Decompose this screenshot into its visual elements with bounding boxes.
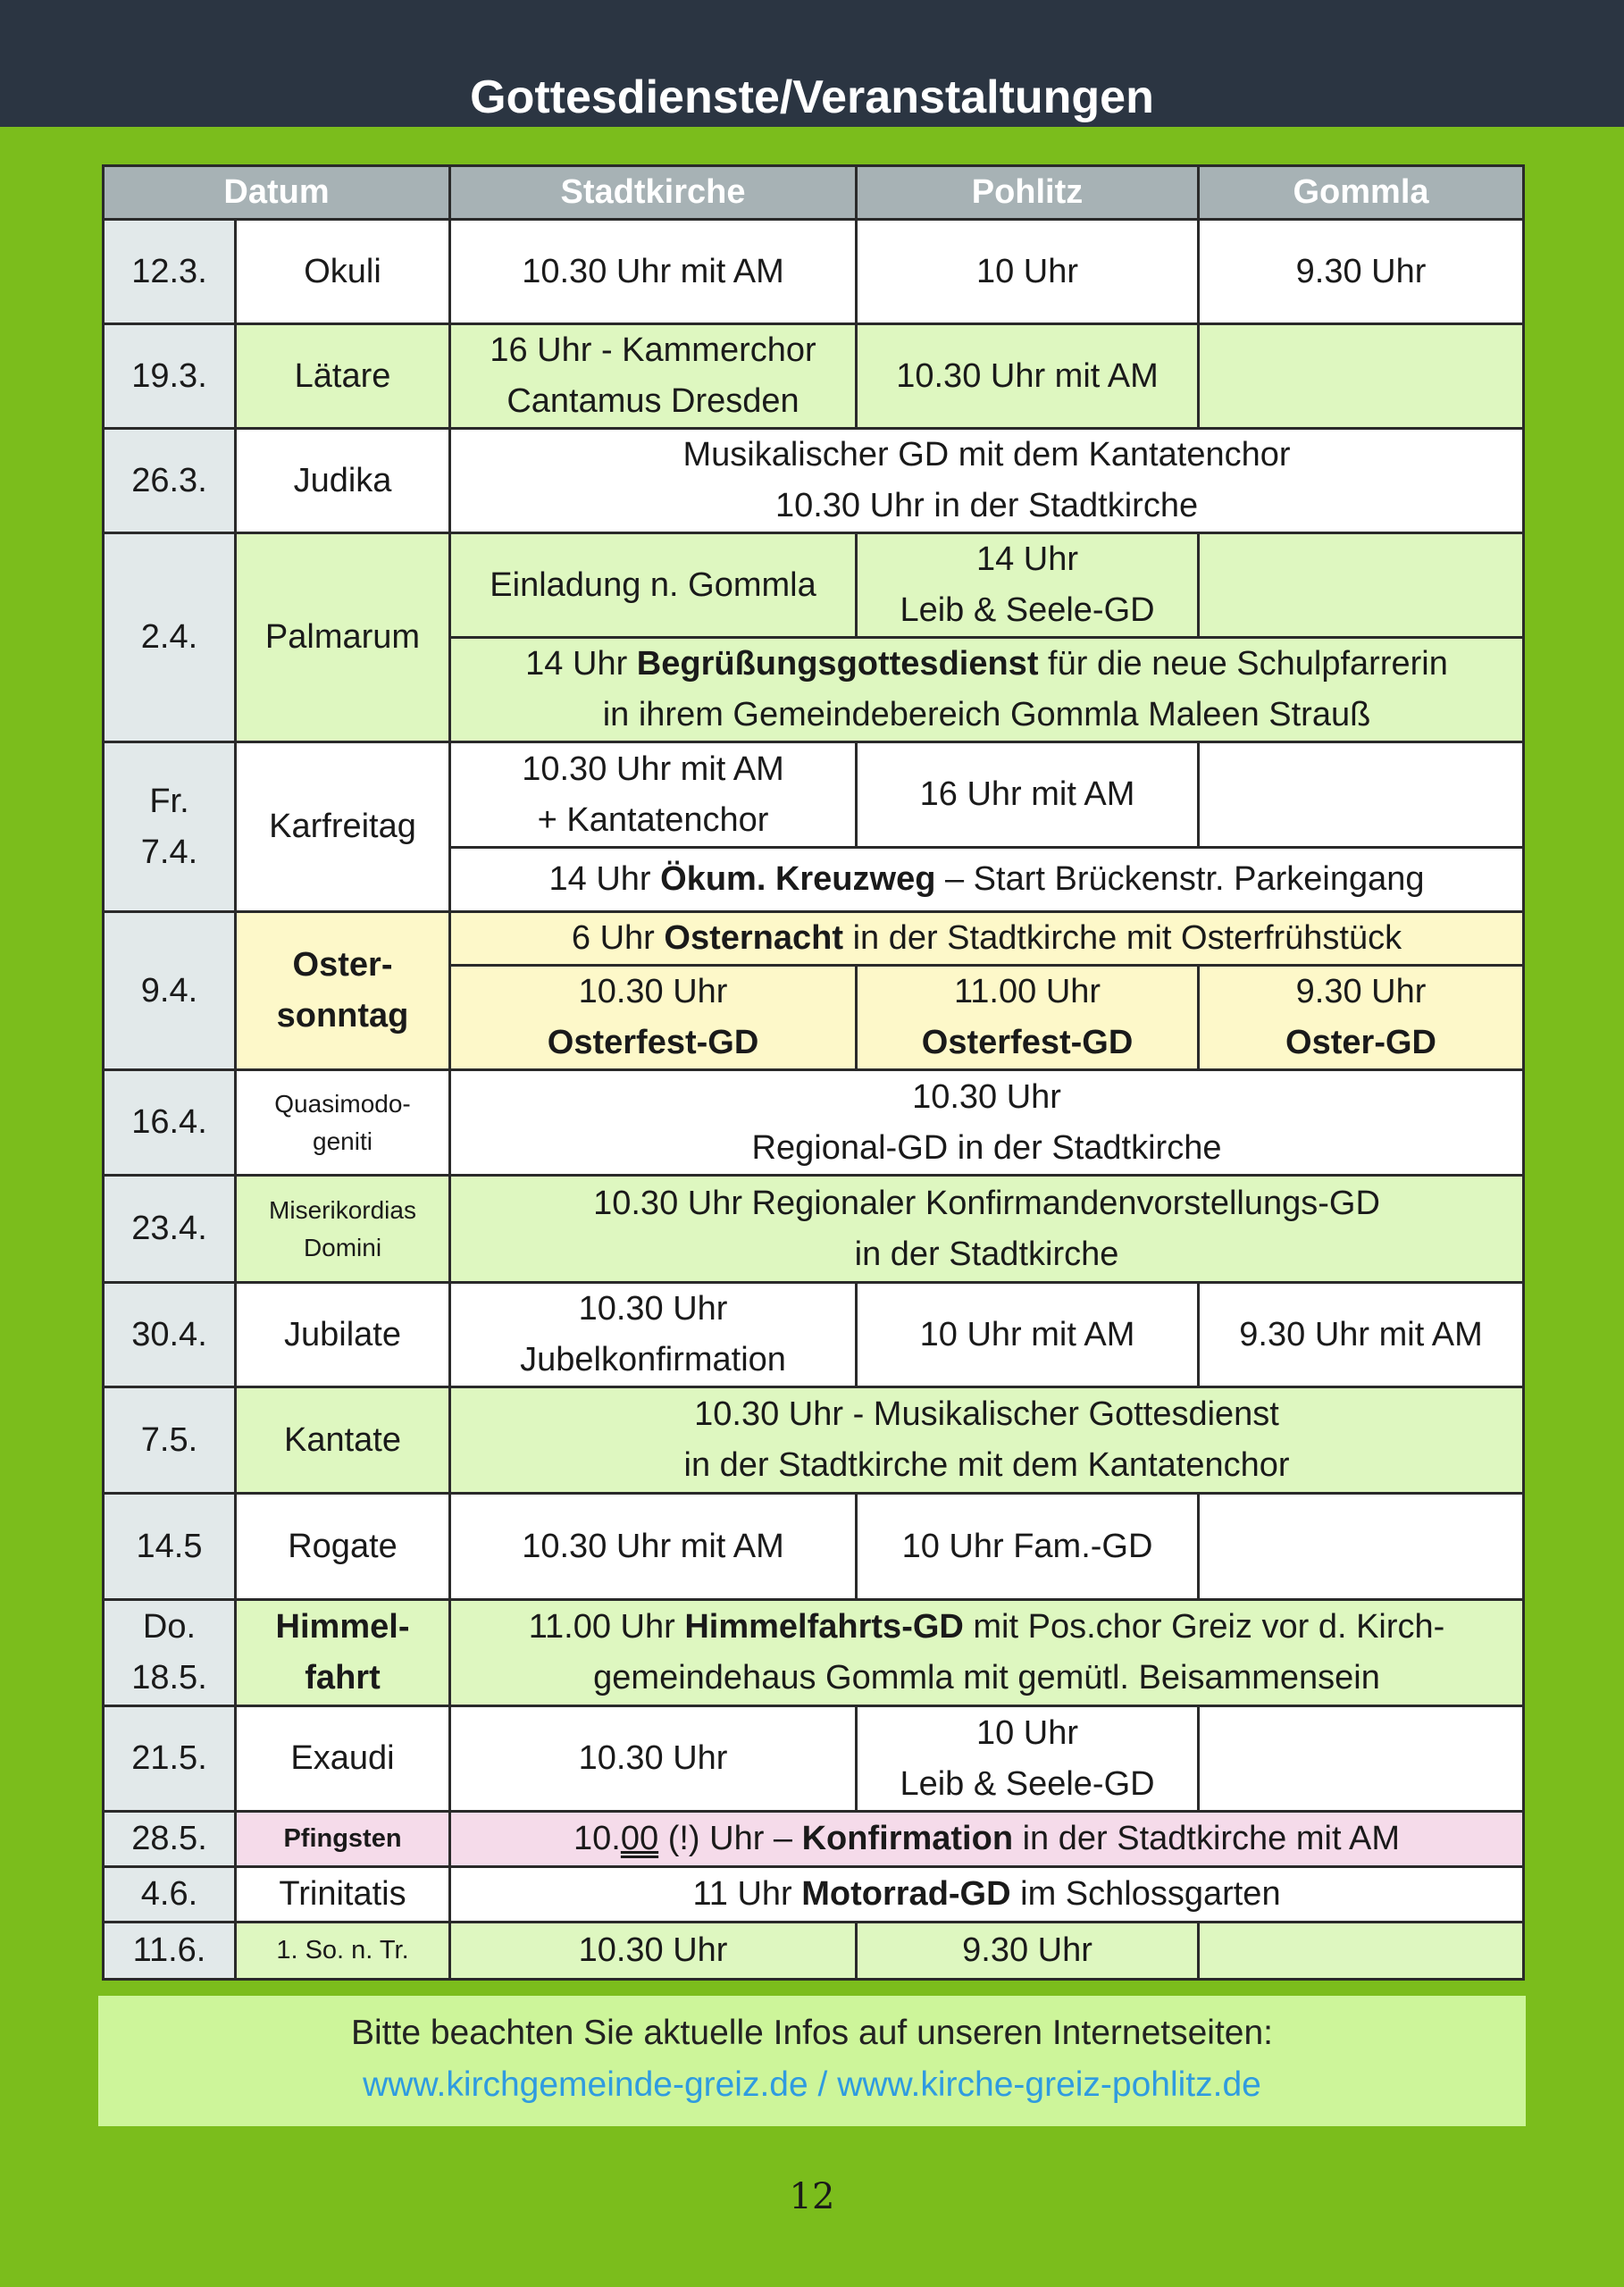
cell-line bbox=[458, 639, 1515, 690]
table-row bbox=[104, 1387, 1524, 1494]
cell-line: Oster- bbox=[292, 946, 393, 984]
row-date: 26.3. bbox=[104, 429, 236, 533]
cell-line: 11.00 Uhr bbox=[953, 973, 1101, 1010]
cell-stadtkirche: 10.30 Uhr bbox=[450, 1923, 857, 1980]
table-row bbox=[104, 220, 1524, 324]
row-date: 23.4. bbox=[104, 1176, 236, 1283]
cell-line: Osterfest-GD bbox=[547, 1024, 759, 1061]
row-name: Lätare bbox=[236, 324, 450, 429]
table-row bbox=[104, 324, 1524, 429]
text-part: 10. bbox=[573, 1820, 621, 1857]
cell-merged bbox=[450, 1176, 1524, 1283]
text-part: im Schlossgarten bbox=[1010, 1875, 1281, 1913]
cell-line: in der Stadtkirche bbox=[854, 1235, 1119, 1273]
text-bold: Himmelfahrts-GD bbox=[684, 1608, 964, 1646]
cell-line: 14 Uhr bbox=[975, 540, 1079, 578]
cell-pohlitz: 10 Uhr bbox=[857, 220, 1199, 324]
cell-stadtkirche: 10.30 Uhr bbox=[450, 1706, 857, 1812]
cell-stadtkirche: Einladung n. Gommla bbox=[450, 533, 857, 638]
cell-line: 10.30 Uhr bbox=[912, 1077, 1061, 1116]
table-row bbox=[104, 533, 1524, 638]
table-row bbox=[104, 1923, 1524, 1980]
text-part: – Start Brückenstr. Parkeingang bbox=[935, 860, 1425, 898]
table-row bbox=[104, 1070, 1524, 1176]
table-row bbox=[104, 1867, 1524, 1923]
row-date: 14.5 bbox=[104, 1494, 236, 1600]
cell-stadtkirche: 10.30 Uhr mit AM bbox=[450, 1494, 857, 1600]
cell-merged bbox=[450, 1812, 1524, 1867]
cell-pohlitz: 10.30 Uhr mit AM bbox=[857, 324, 1199, 429]
cell-gommla bbox=[1199, 742, 1524, 848]
cell-merged bbox=[450, 638, 1524, 742]
cell-line: 10.30 Uhr - Musikalischer Gottesdienst bbox=[694, 1395, 1279, 1433]
cell-merged bbox=[450, 1387, 1524, 1494]
text-part: (!) Uhr – bbox=[658, 1820, 802, 1857]
text-bold: Osternacht bbox=[664, 919, 844, 957]
cell-line: Cantamus Dresden bbox=[506, 382, 799, 420]
column-header-datum: Datum bbox=[104, 166, 450, 220]
row-name bbox=[236, 1070, 450, 1176]
row-date: 11.6. bbox=[104, 1923, 236, 1980]
cell-pohlitz: 10 Uhr Fam.-GD bbox=[857, 1494, 1199, 1600]
cell-line: Miserikordias bbox=[269, 1195, 416, 1224]
cell-gommla: 9.30 Uhr mit AM bbox=[1199, 1283, 1524, 1387]
text-part: in der Stadtkirche mit AM bbox=[1013, 1820, 1400, 1857]
cell-pohlitz bbox=[857, 966, 1199, 1070]
column-header-gommla: Gommla bbox=[1199, 166, 1524, 220]
table-row bbox=[104, 1283, 1524, 1387]
table-row bbox=[104, 1600, 1524, 1706]
column-header-pohlitz: Pohlitz bbox=[857, 166, 1199, 220]
row-date: 2.4. bbox=[104, 533, 236, 742]
row-name: Jubilate bbox=[236, 1283, 450, 1387]
cell-gommla: 9.30 Uhr bbox=[1199, 220, 1524, 324]
cell-line: 16 Uhr - Kammerchor bbox=[490, 331, 816, 369]
cell-line: 10.30 Uhr mit AM bbox=[522, 750, 784, 788]
cell-line: Himmel- bbox=[275, 1608, 410, 1646]
row-name: 1. So. n. Tr. bbox=[236, 1923, 450, 1980]
schedule-table bbox=[102, 164, 1525, 1981]
cell-stadtkirche bbox=[450, 742, 857, 848]
cell-line: geniti bbox=[313, 1127, 373, 1155]
row-date: 21.5. bbox=[104, 1706, 236, 1812]
row-name: Kantate bbox=[236, 1387, 450, 1494]
table-row bbox=[104, 1706, 1524, 1812]
cell-line: Fr. bbox=[149, 782, 189, 820]
cell-gommla bbox=[1199, 966, 1524, 1070]
cell-line: Osterfest-GD bbox=[921, 1024, 1134, 1061]
page-title: Gottesdienste/Veranstaltungen bbox=[470, 71, 1154, 123]
cell-line: 10.30 Uhr bbox=[578, 1290, 728, 1328]
text-part: mit Pos.chor Greiz vor d. Kirch- bbox=[963, 1608, 1445, 1646]
cell-line: 18.5. bbox=[131, 1659, 207, 1696]
cell-line: sonntag bbox=[276, 997, 409, 1035]
row-name: Trinitatis bbox=[236, 1867, 450, 1923]
row-name bbox=[236, 912, 450, 1070]
cell-line: 9.30 Uhr bbox=[1295, 973, 1427, 1010]
cell-line: Leib & Seele-GD bbox=[900, 591, 1155, 629]
text-part: 14 Uhr bbox=[525, 645, 637, 683]
cell-pohlitz bbox=[857, 533, 1199, 638]
cell-stadtkirche bbox=[450, 324, 857, 429]
row-date: 16.4. bbox=[104, 1070, 236, 1176]
website-links[interactable]: www.kirchgemeinde-greiz.de / www.kirche-greiz-pohlitz.de bbox=[363, 2065, 1261, 2104]
text-bold: Begrüßungsgottesdienst bbox=[636, 645, 1039, 683]
table-row bbox=[104, 1494, 1524, 1600]
cell-line: Quasimodo- bbox=[274, 1089, 411, 1118]
cell-stadtkirche: 10.30 Uhr mit AM bbox=[450, 220, 857, 324]
table-row bbox=[104, 742, 1524, 848]
text-part: 11.00 Uhr bbox=[528, 1608, 685, 1646]
text-underlined: 00 bbox=[620, 1820, 659, 1857]
text-bold: Motorrad-GD bbox=[801, 1875, 1011, 1913]
row-name: Palmarum bbox=[236, 533, 450, 742]
row-name bbox=[236, 1176, 450, 1283]
notice-box bbox=[98, 1996, 1526, 2126]
cell-line: 10.30 Uhr Regionaler Konfirmandenvorstellungs-GD bbox=[593, 1184, 1380, 1222]
cell-merged bbox=[450, 1600, 1524, 1706]
row-name: Pfingsten bbox=[236, 1812, 450, 1867]
cell-gommla bbox=[1199, 1923, 1524, 1980]
cell-line: fahrt bbox=[305, 1659, 381, 1696]
row-date: 9.4. bbox=[104, 912, 236, 1070]
row-date: 7.5. bbox=[104, 1387, 236, 1494]
table-row bbox=[104, 1812, 1524, 1867]
row-date bbox=[104, 742, 236, 912]
cell-line: gemeindehaus Gommla mit gemütl. Beisammensein bbox=[593, 1659, 1380, 1696]
row-name bbox=[236, 1600, 450, 1706]
cell-pohlitz bbox=[857, 1706, 1199, 1812]
cell-line: in der Stadtkirche mit dem Kantatenchor bbox=[683, 1446, 1290, 1484]
table-row bbox=[104, 429, 1524, 533]
cell-merged bbox=[450, 848, 1524, 912]
cell-line: in ihrem Gemeindebereich Gommla Maleen Strauß bbox=[602, 696, 1371, 733]
row-date: 28.5. bbox=[104, 1812, 236, 1867]
cell-stadtkirche bbox=[450, 966, 857, 1070]
cell-line: 10.30 Uhr in der Stadtkirche bbox=[774, 487, 1199, 524]
cell-stadtkirche bbox=[450, 1283, 857, 1387]
notice-text: Bitte beachten Sie aktuelle Infos auf unseren Internetseiten: bbox=[350, 2014, 1273, 2052]
cell-line: Regional-GD in der Stadtkirche bbox=[751, 1128, 1222, 1167]
row-date: 4.6. bbox=[104, 1867, 236, 1923]
cell-merged bbox=[450, 1867, 1524, 1923]
page-number: 12 bbox=[789, 2176, 835, 2217]
row-date bbox=[104, 1600, 236, 1706]
row-date: 19.3. bbox=[104, 324, 236, 429]
cell-line bbox=[458, 1602, 1515, 1653]
cell-gommla bbox=[1199, 533, 1524, 638]
cell-merged bbox=[450, 429, 1524, 533]
row-name: Rogate bbox=[236, 1494, 450, 1600]
text-bold: Ökum. Kreuzweg bbox=[660, 860, 936, 898]
cell-gommla bbox=[1199, 1494, 1524, 1600]
cell-pohlitz: 9.30 Uhr bbox=[857, 1923, 1199, 1980]
row-name: Okuli bbox=[236, 220, 450, 324]
text-bold: Konfirmation bbox=[801, 1820, 1014, 1857]
column-header-stadtkirche: Stadtkirche bbox=[450, 166, 857, 220]
text-part: 14 Uhr bbox=[548, 860, 661, 898]
cell-merged bbox=[450, 1070, 1524, 1176]
cell-merged bbox=[450, 912, 1524, 966]
row-date: 30.4. bbox=[104, 1283, 236, 1387]
row-name: Karfreitag bbox=[236, 742, 450, 912]
cell-gommla bbox=[1199, 324, 1524, 429]
text-part: 6 Uhr bbox=[571, 919, 665, 957]
text-part: in der Stadtkirche mit Osterfrühstück bbox=[843, 919, 1402, 957]
cell-pohlitz: 10 Uhr mit AM bbox=[857, 1283, 1199, 1387]
table-row bbox=[104, 1176, 1524, 1283]
row-date: 12.3. bbox=[104, 220, 236, 324]
cell-line: + Kantatenchor bbox=[537, 800, 769, 839]
table-header-row bbox=[104, 166, 1524, 220]
cell-line: 10.30 Uhr bbox=[578, 973, 728, 1010]
cell-gommla bbox=[1199, 1706, 1524, 1812]
row-name: Judika bbox=[236, 429, 450, 533]
text-part: für die neue Schulpfarrerin bbox=[1038, 645, 1448, 683]
cell-line: Jubelkonfirmation bbox=[520, 1341, 786, 1378]
cell-line: Do. bbox=[142, 1608, 197, 1646]
cell-line: Musikalischer GD mit dem Kantatenchor bbox=[682, 436, 1291, 473]
cell-line: Leib & Seele-GD bbox=[900, 1764, 1155, 1803]
cell-line: 10 Uhr bbox=[975, 1713, 1079, 1752]
cell-line: 7.4. bbox=[140, 833, 198, 871]
cell-pohlitz: 16 Uhr mit AM bbox=[857, 742, 1199, 848]
cell-line: Oster-GD bbox=[1285, 1024, 1436, 1061]
table-row bbox=[104, 912, 1524, 966]
cell-line: Domini bbox=[303, 1233, 382, 1261]
text-part: 11 Uhr bbox=[692, 1875, 802, 1913]
row-name: Exaudi bbox=[236, 1706, 450, 1812]
